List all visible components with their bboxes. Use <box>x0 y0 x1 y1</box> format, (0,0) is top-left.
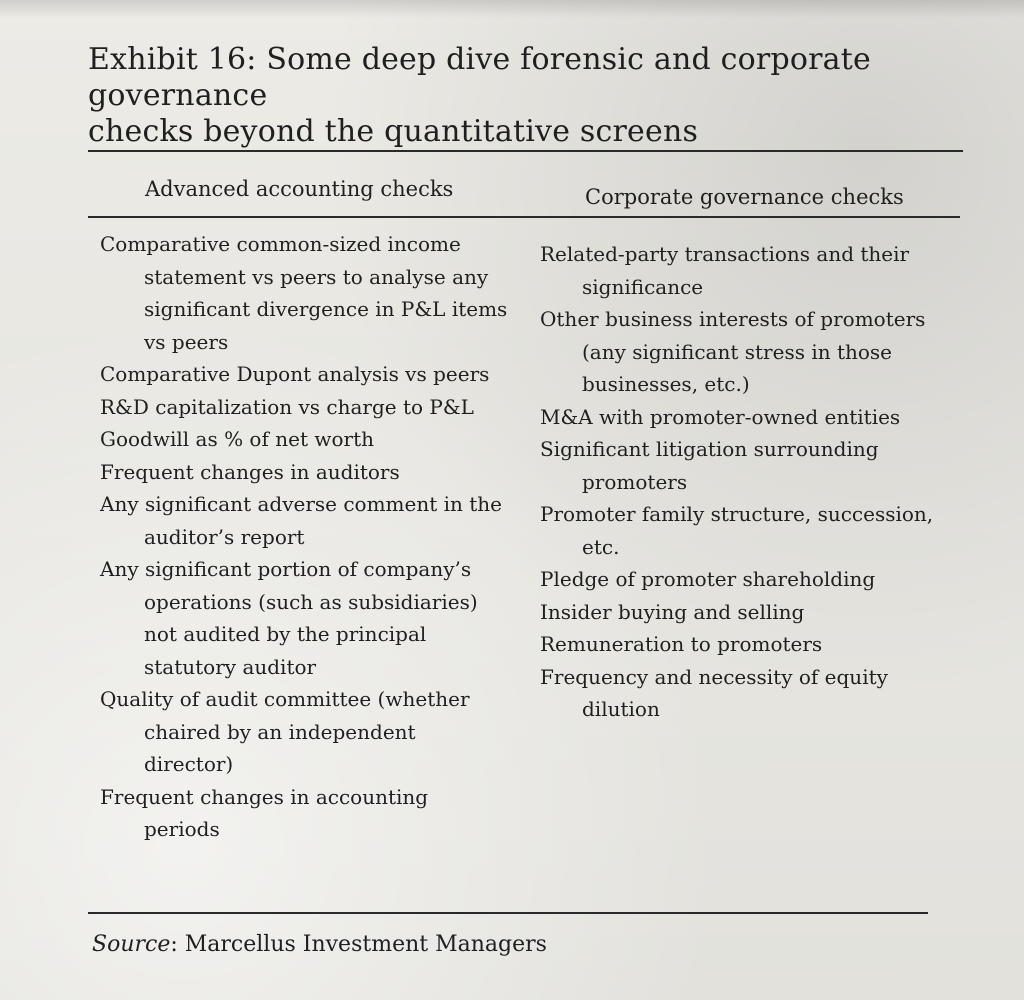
accounting-check-item: Quality of audit committee (whether chaired by an independent director) <box>100 687 470 776</box>
source-label: Source <box>92 932 171 957</box>
accounting-check-item: Frequent changes in auditors <box>100 459 400 484</box>
accounting-check-item: Goodwill as % of net worth <box>100 427 374 451</box>
table-header-rule <box>88 216 960 218</box>
governance-check-item: Significant litigation surrounding promoters <box>540 437 879 494</box>
exhibit-title-line-2: checks beyond the quantitative screens <box>88 114 699 149</box>
accounting-check-item: Comparative common-sized income statement vs peers to analyse any significant divergence in P&L items vs peers <box>100 232 508 354</box>
governance-check-item: Insider buying and selling <box>540 599 805 624</box>
source-note <box>92 930 547 960</box>
accounting-check-item: Any significant adverse comment in the auditor’s report <box>100 492 503 549</box>
table-top-rule <box>88 150 963 152</box>
governance-check-item: Related-party transactions and their significance <box>540 242 910 299</box>
exhibit-title <box>88 42 988 150</box>
page-top-shadow <box>0 0 1024 18</box>
source-text: : Marcellus Investment Managers <box>170 932 547 957</box>
table-bottom-rule <box>88 912 928 914</box>
governance-check-item: Other business interests of promoters (any significant stress in those businesses, etc.) <box>540 307 926 396</box>
governance-check-item: M&A with promoter-owned entities <box>540 404 901 429</box>
right-column-header: Corporate governance checks <box>585 185 904 209</box>
accounting-check-item: Any significant portion of company’s operations (such as subsidiaries) not audited by the principal statutory auditor <box>100 557 478 679</box>
accounting-check-item: Comparative Dupont analysis vs peers <box>100 362 490 386</box>
governance-check-item: Remuneration to promoters <box>540 632 823 656</box>
governance-check-item: Promoter family structure, succession, etc. <box>540 502 934 559</box>
accounting-checks-column <box>100 228 510 846</box>
governance-checks-column <box>540 238 960 726</box>
governance-check-item: Pledge of promoter shareholding <box>540 567 876 591</box>
accounting-check-item: R&D capitalization vs charge to P&L <box>100 394 474 419</box>
exhibit-title-line-1: Exhibit 16: Some deep dive forensic and corporate governance <box>88 42 871 113</box>
accounting-check-item: Frequent changes in accounting periods <box>100 784 429 841</box>
left-column-header: Advanced accounting checks <box>145 177 454 201</box>
governance-check-item: Frequency and necessity of equity dilution <box>540 664 888 721</box>
